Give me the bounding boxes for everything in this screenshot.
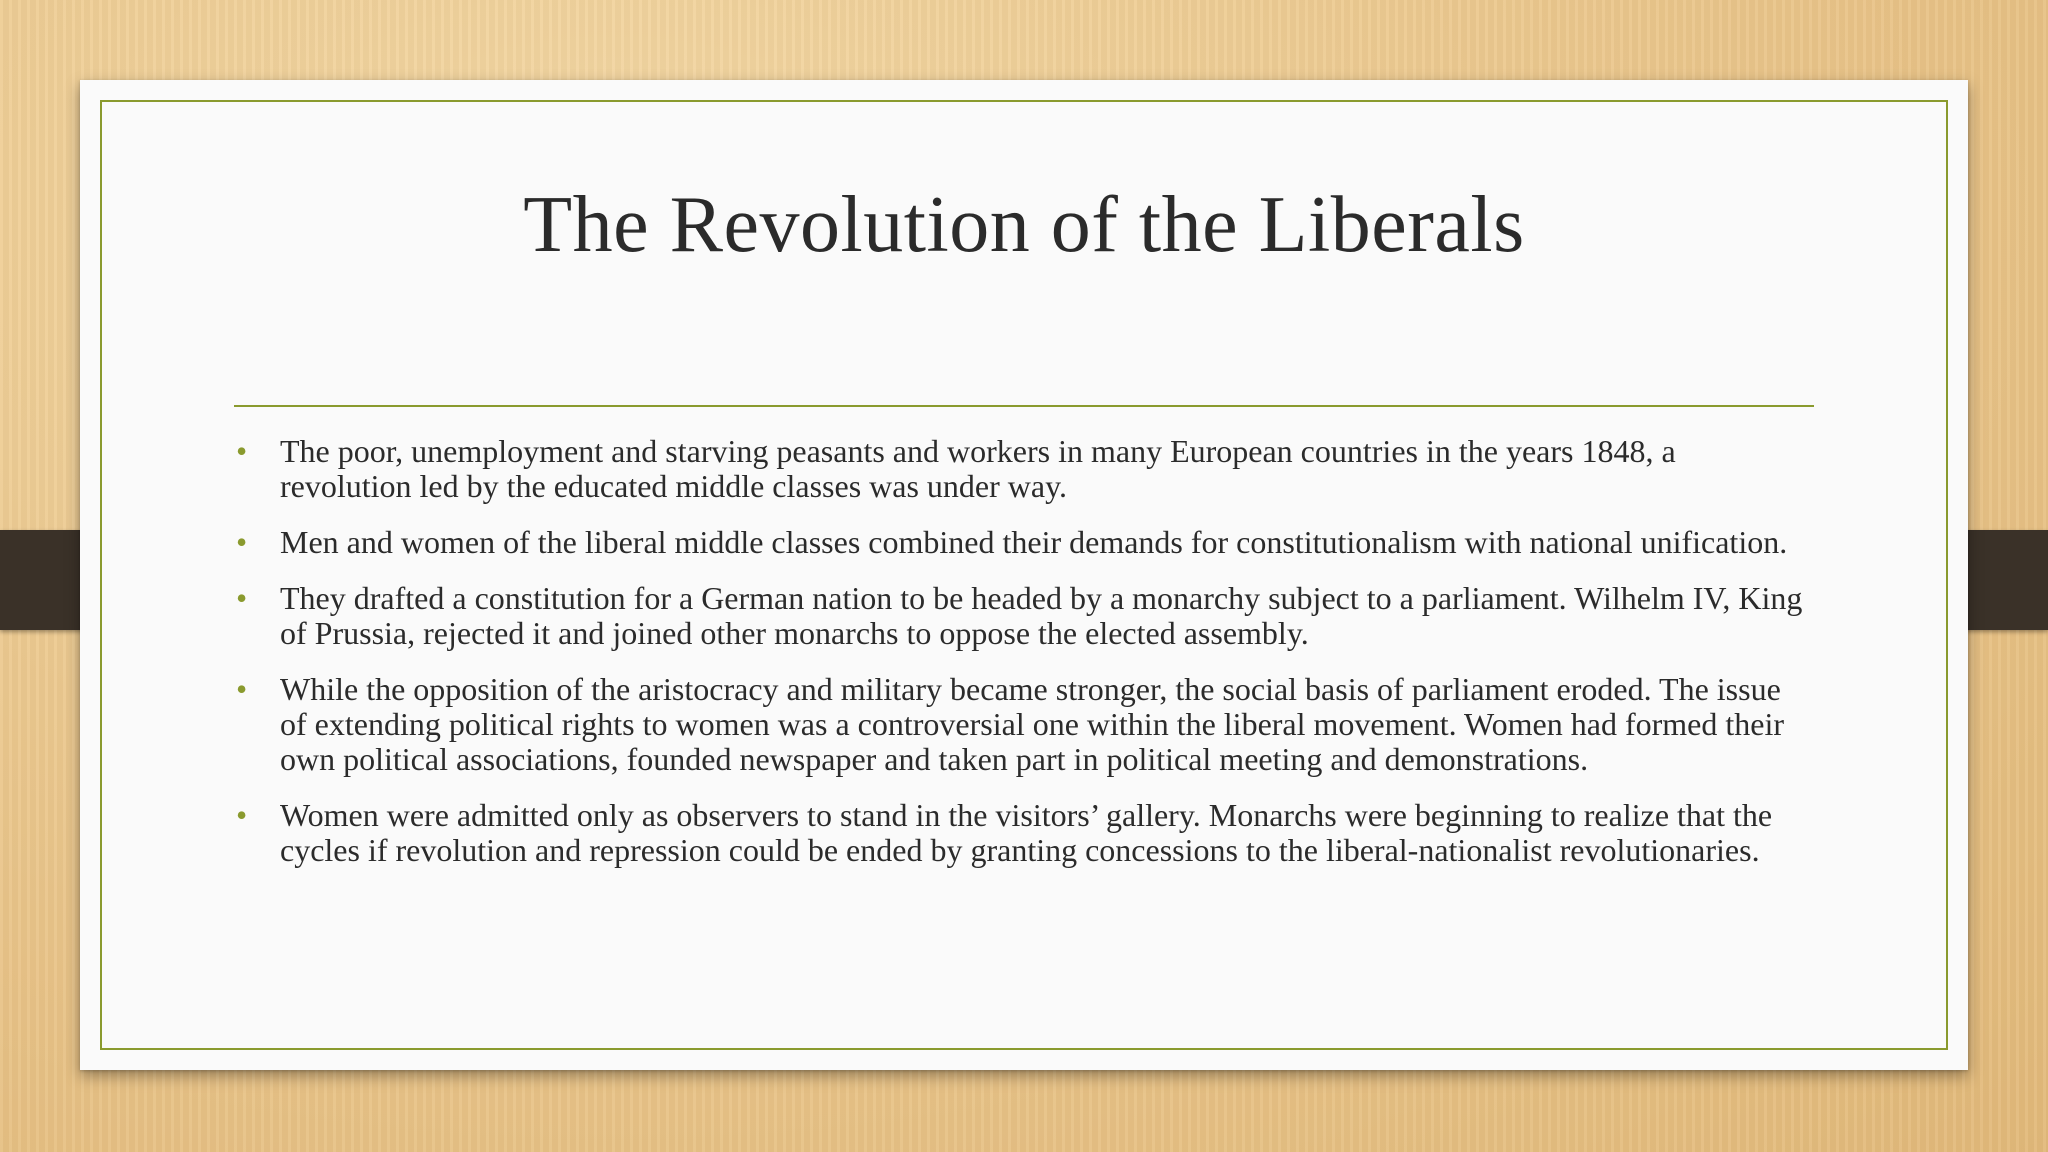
- bullet-text: While the opposition of the aristocracy and military became stronger, the social basis of parliament eroded. The issue of extending political rights to women was a controversial one within the liberal movement. Women had formed their own political associations, founded newspaper and taken part in political meeting and demonstrations.: [280, 671, 1784, 777]
- bullet-item: [234, 672, 1814, 777]
- bullet-text: The poor, unemployment and starving peasants and workers in many European countries in the years 1848, a revolution led by the educated middle classes was under way.: [280, 433, 1676, 504]
- bullet-item: [234, 434, 1814, 504]
- bullet-dot-icon: •: [236, 797, 248, 833]
- bullet-item: [234, 798, 1814, 868]
- slide-title: The Revolution of the Liberals: [523, 181, 1525, 269]
- slide-card: [80, 80, 1968, 1070]
- bullet-text: Women were admitted only as observers to stand in the visitors’ gallery. Monarchs were beginning to realize that the cycles if revolution and repression could be ended by granting concessions to the liberal-nationalist revolutionaries.: [280, 797, 1773, 868]
- title-divider: [234, 405, 1814, 407]
- bullet-text: Men and women of the liberal middle classes combined their demands for constitutionalism with national unification.: [280, 524, 1788, 560]
- bullet-dot-icon: •: [236, 524, 248, 560]
- bullet-list: [234, 434, 1814, 889]
- bullet-text: They drafted a constitution for a German nation to be headed by a monarchy subject to a parliament. Wilhelm IV, King of Prussia, rejected it and joined other monarchs to oppose the elected assembly.: [280, 580, 1803, 651]
- bullet-item: [234, 525, 1814, 560]
- bullet-dot-icon: •: [236, 433, 248, 469]
- bullet-item: [234, 581, 1814, 651]
- bullet-dot-icon: •: [236, 580, 248, 616]
- bullet-dot-icon: •: [236, 671, 248, 707]
